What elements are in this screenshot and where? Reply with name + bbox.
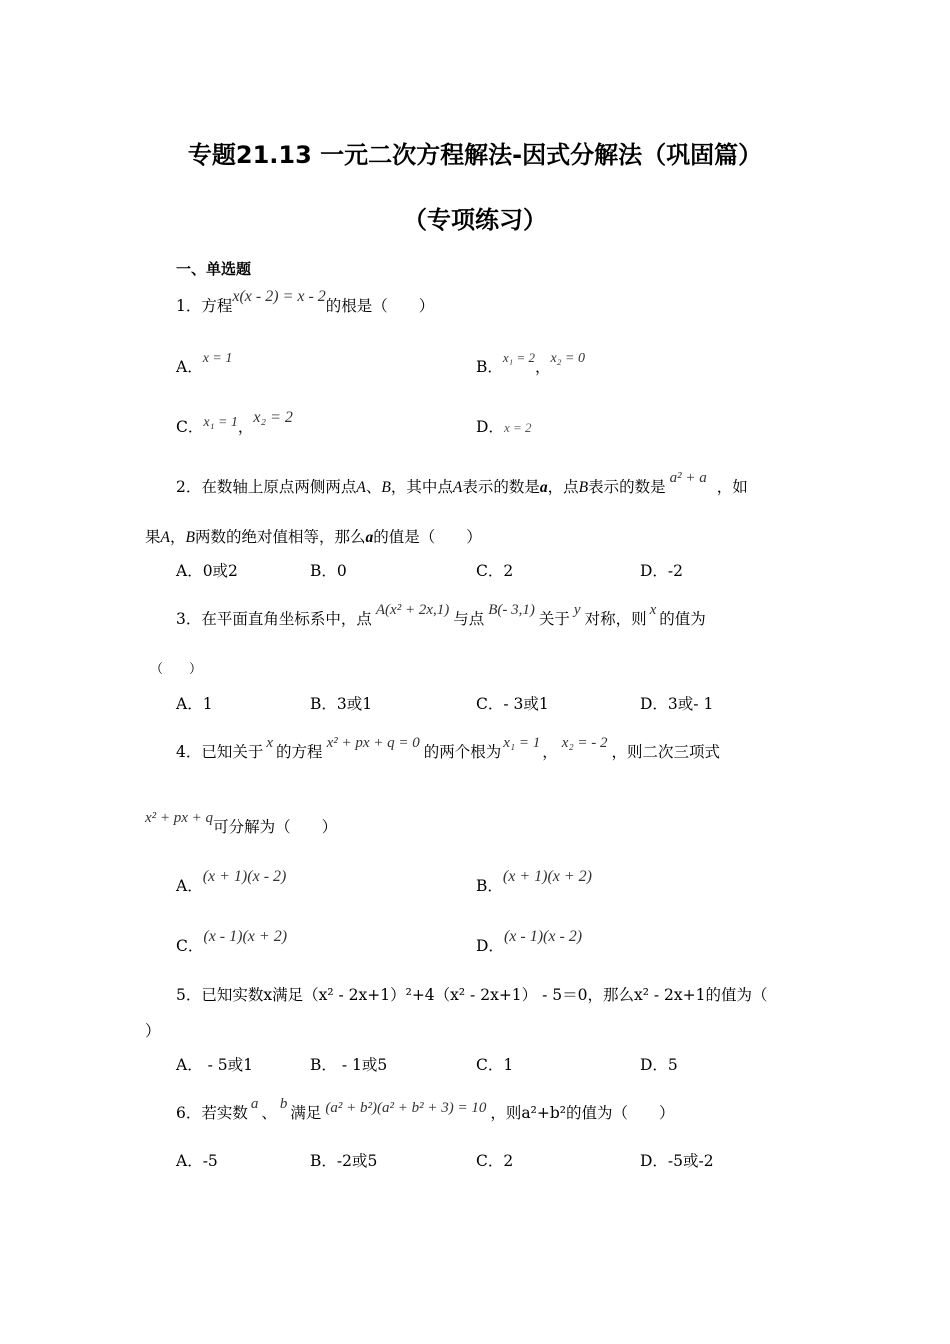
text: 与点 bbox=[453, 610, 485, 628]
text: 的值为 bbox=[659, 610, 706, 628]
equation: (a² + b²)(a² + b² + 3) = 10 bbox=[325, 1100, 487, 1116]
separator: 、 bbox=[261, 1104, 277, 1122]
option-value: (x - 1)(x - 2) bbox=[503, 928, 583, 945]
point-b-expression: B(- 3,1) bbox=[488, 602, 535, 618]
root-1: x₁ = 1 bbox=[503, 735, 541, 751]
option-value: (x + 1)(x - 2) bbox=[202, 868, 287, 885]
text: ，如 bbox=[716, 478, 748, 496]
question-2-line-2 bbox=[145, 525, 482, 547]
text: 的值是（ ） bbox=[373, 528, 482, 546]
option-value: (x + 1)(x + 2) bbox=[502, 868, 592, 885]
option-label: B． bbox=[476, 877, 503, 895]
q1-option-c[interactable] bbox=[176, 409, 293, 437]
q6-option-c[interactable]: C．2 bbox=[476, 1152, 514, 1170]
variable-b: b bbox=[279, 1096, 288, 1112]
q2-option-b[interactable]: B．0 bbox=[310, 562, 347, 580]
q3-option-b[interactable]: B．3或1 bbox=[310, 695, 373, 713]
variable-x: x bbox=[266, 735, 274, 751]
variable-a: a bbox=[250, 1096, 259, 1112]
option-value: x₂ = 0 bbox=[550, 351, 585, 366]
q4-option-d[interactable] bbox=[476, 928, 583, 956]
q4-option-b[interactable] bbox=[476, 868, 592, 896]
expression: x² + px + q bbox=[145, 810, 214, 826]
q6-option-a[interactable]: A．-5 bbox=[176, 1152, 218, 1170]
separator: ， bbox=[169, 528, 186, 546]
option-label: A． bbox=[176, 877, 203, 895]
variable-a: a bbox=[365, 529, 374, 546]
q4-option-c[interactable] bbox=[176, 928, 288, 956]
text: 3．在平面直角坐标系中，点 bbox=[176, 610, 372, 628]
text: 4．已知关于 bbox=[176, 743, 264, 761]
separator: ， bbox=[534, 358, 551, 376]
question-4-line-2 bbox=[145, 810, 338, 837]
separator: 、 bbox=[365, 478, 382, 496]
text: ，则二次三项式 bbox=[611, 743, 721, 761]
q1-option-d[interactable] bbox=[476, 415, 531, 437]
option-value: x = 2 bbox=[503, 420, 532, 435]
text: ，其中点 bbox=[390, 478, 453, 496]
q2-option-a[interactable]: A．0或2 bbox=[176, 562, 238, 580]
point-a: A bbox=[160, 529, 170, 546]
option-label: D． bbox=[476, 418, 504, 436]
text: 表示的数是 bbox=[588, 478, 666, 496]
option-value: x₁ = 1 bbox=[203, 415, 238, 430]
question-6 bbox=[176, 1096, 675, 1123]
option-label: A． bbox=[176, 358, 203, 376]
text: 可分解为（ ） bbox=[213, 818, 338, 836]
point-a-expression: A(x² + 2x,1) bbox=[375, 602, 450, 618]
question-3-paren: （ ） bbox=[150, 662, 203, 677]
variable-x: x bbox=[649, 602, 657, 618]
variable-y: y bbox=[573, 602, 581, 618]
page-title: 专题21.13 一元二次方程解法-因式分解法（巩固篇） bbox=[187, 141, 763, 169]
text: 的两个根为 bbox=[423, 743, 502, 761]
option-value: x = 1 bbox=[202, 351, 233, 366]
question-5: 5．已知实数x满足（x² - 2x+1）²+4（x² - 2x+1） - 5＝0，那么x² - 2x+1的值为（ bbox=[176, 986, 768, 1004]
q5-option-a[interactable]: A． - 5或1 bbox=[176, 1056, 254, 1074]
question-4-line-1 bbox=[176, 735, 721, 762]
point-b: B bbox=[185, 529, 195, 546]
q5-option-d[interactable]: D．5 bbox=[640, 1056, 678, 1074]
q1-equation: x(x - 2) = x - 2 bbox=[232, 288, 326, 305]
equation: x² + px + q = 0 bbox=[326, 735, 420, 751]
text: 两数的绝对值相等，那么 bbox=[194, 528, 366, 546]
q4-option-a[interactable] bbox=[176, 868, 287, 896]
point-a: A bbox=[356, 479, 366, 496]
text: ，点 bbox=[547, 478, 579, 496]
root-2: x₂ = - 2 bbox=[561, 735, 608, 751]
q3-option-a[interactable]: A．1 bbox=[176, 695, 213, 713]
section-heading: 一、单选题 bbox=[176, 260, 252, 278]
option-value: (x - 1)(x + 2) bbox=[203, 928, 288, 945]
text: 果 bbox=[145, 528, 161, 546]
option-label: D． bbox=[476, 937, 504, 955]
question-2-line-1 bbox=[176, 470, 748, 497]
point-b: B bbox=[381, 479, 391, 496]
text: 关于 bbox=[538, 610, 570, 628]
q5-option-b[interactable]: B． - 1或5 bbox=[310, 1056, 388, 1074]
q3-option-c[interactable]: C．- 3或1 bbox=[476, 695, 549, 713]
q1-suffix: 的根是（ ） bbox=[325, 297, 435, 315]
option-value: x₂ = 2 bbox=[253, 409, 293, 426]
text: ，则a²+b²的值为（ ） bbox=[490, 1104, 675, 1122]
q1-prefix: 1．方程 bbox=[176, 297, 233, 315]
q1-option-b[interactable] bbox=[476, 350, 585, 377]
q3-option-d[interactable]: D．3或- 1 bbox=[640, 695, 714, 713]
expression: a² + a bbox=[669, 470, 707, 486]
text: 2．在数轴上原点两侧两点 bbox=[176, 478, 357, 496]
option-label: B． bbox=[476, 358, 503, 376]
variable-a: a bbox=[539, 479, 548, 496]
text: 表示的数是 bbox=[462, 478, 540, 496]
q5-option-c[interactable]: C．1 bbox=[476, 1056, 514, 1074]
text: 对称，则 bbox=[584, 610, 647, 628]
separator: ， bbox=[542, 743, 558, 761]
option-label: C． bbox=[176, 937, 204, 955]
q6-option-d[interactable]: D．-5或-2 bbox=[640, 1152, 714, 1170]
question-5-line-2: ） bbox=[145, 1022, 161, 1040]
text: 满足 bbox=[290, 1104, 322, 1122]
q2-option-d[interactable]: D．-2 bbox=[640, 562, 684, 580]
option-value: x₁ = 2 bbox=[502, 350, 535, 365]
point-a: A bbox=[452, 479, 463, 496]
option-label: C． bbox=[176, 418, 204, 436]
separator: ， bbox=[237, 418, 254, 436]
text: 6．若实数 bbox=[176, 1104, 248, 1122]
point-b: B bbox=[578, 479, 589, 496]
page-subtitle: （专项练习） bbox=[403, 206, 547, 234]
question-1 bbox=[176, 288, 435, 316]
q6-option-b[interactable]: B．-2或5 bbox=[310, 1152, 378, 1170]
question-3 bbox=[176, 602, 706, 629]
text: 的方程 bbox=[276, 743, 323, 761]
q1-option-a[interactable] bbox=[176, 351, 233, 377]
q2-option-c[interactable]: C．2 bbox=[476, 562, 514, 580]
